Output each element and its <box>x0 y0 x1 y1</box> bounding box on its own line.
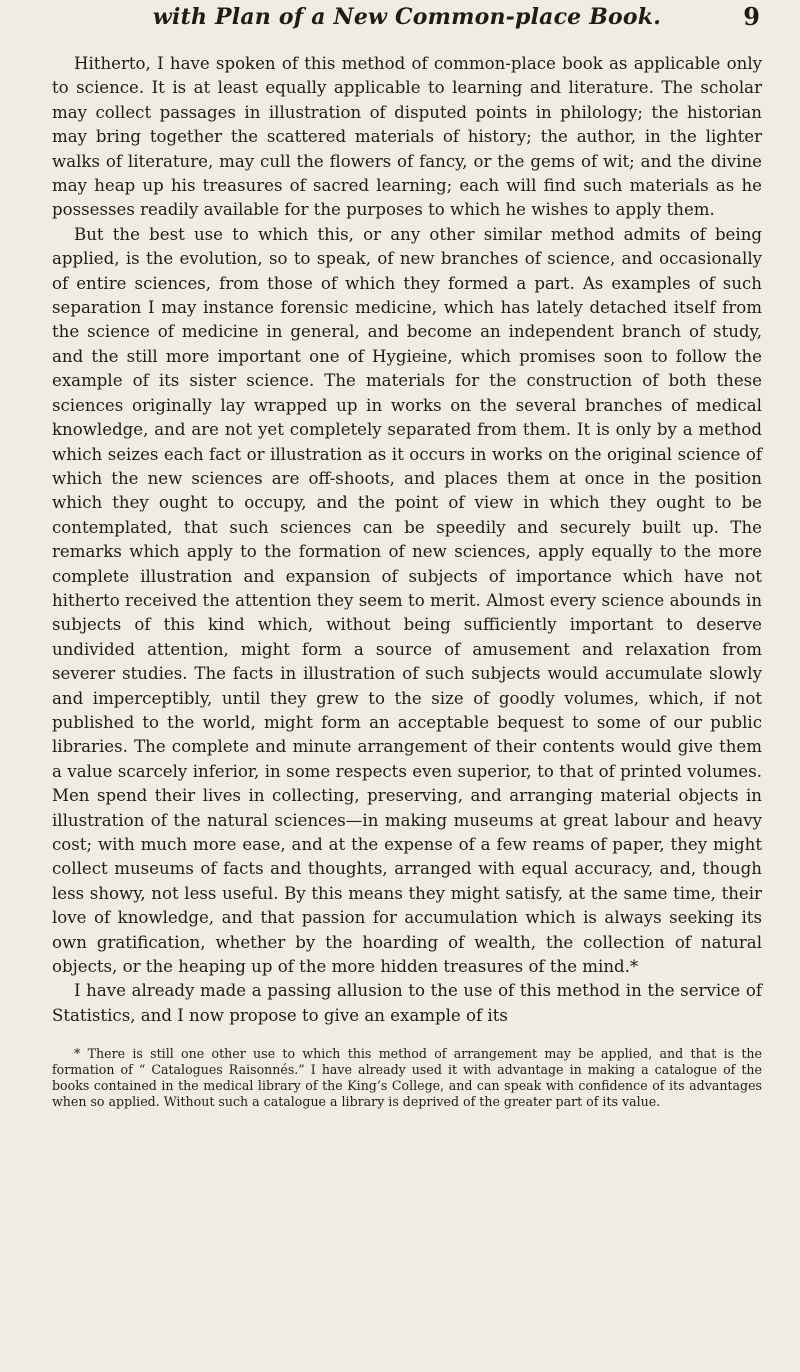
running-head <box>52 0 762 52</box>
page-number: 9 <box>743 2 760 31</box>
paragraph-new-sciences: But the best use to which this, or any other similar method admits of being applied, is the evolution, so to speak, of new branches of science, and occasionally of entire sciences, from those of which they formed a part. As examples of such separation I may instance forensic medicine, which has lately detached itself from the science of medicine in general, and become an independent branch of study, and the still more important one of Hygieine, which promises soon to follow the example of its sister science. The materials for the construction of both these sciences originally lay wrapped up in works on the several branches of medical knowledge, and are not yet completely separated from them. It is only by a method which seizes each fact or illustration as it occurs in works on the original science of which the new sciences are off-shoots, and places them at once in the position which they ought to occupy, and the point of view in which they ought to be contemplated, that such sciences can be speedily and securely built up. The remarks which apply to the formation of new sciences, apply equally to the more complete illustration and expansion of subjects of importance which have not hitherto received the attention they seem to merit. Almost every science abounds in subjects of this kind which, without being sufficiently important to deserve undivided attention, might form a source of amusement and relaxation from severer studies. The facts in illustration of such subjects would accumulate slowly and imperceptibly, until they grew to the size of goodly volumes, which, if not published to the world, might form an acceptable bequest to some of our public libraries. The complete and minute arrangement of their contents would give them a value scarcely inferior, in some respects even superior, to that of printed volumes. Men spend their lives in collecting, preserving, and arranging material objects in illustration of the natural sciences—in making museums at great labour and heavy cost; with much more ease, and at the expense of a few reams of paper, they might collect museums of facts and thoughts, arranged with equal accuracy, and, though less showy, not less useful. By this means they might satisfy, at the same time, their love of knowledge, and that passion for accumulation which is always seeking its own gratification, whether by the hoarding of wealth, the collection of natural objects, or the heaping up of the more hidden treasures of the mind.* <box>52 224 762 977</box>
body-text <box>52 52 762 1028</box>
running-title: with Plan of a New Common-place Book. <box>152 4 662 30</box>
paragraph-statistics: I have already made a passing allusion to the use of this method in the service of Statistics, and I now propose to give an example of its <box>52 981 762 1025</box>
footnote: * There is still one other use to which this method of arrangement may be applied, and that is the formation of “ Catalogues Raisonnés.” I have already used it with advantage in making a catalogue of the books contained in the medical library of the King’s College, and can speak with confidence of its advantages when so applied. Without such a catalogue a library is deprived of the greater part of its value. <box>52 1046 762 1109</box>
paragraph-common-place-learning: Hitherto, I have spoken of this method of common-place book as applicable only to science. It is at least equally applicable to learning and literature. The scholar may collect passages in illustration of disputed points in philology; the historian may bring together the scattered materials of history; the author, in the lighter walks of literature, may cull the flowers of fancy, or the gems of wit; and the divine may heap up his treasures of sacred learning; each will find such materials as he possesses readily available for the purposes to which he wishes to apply them. <box>52 54 762 220</box>
